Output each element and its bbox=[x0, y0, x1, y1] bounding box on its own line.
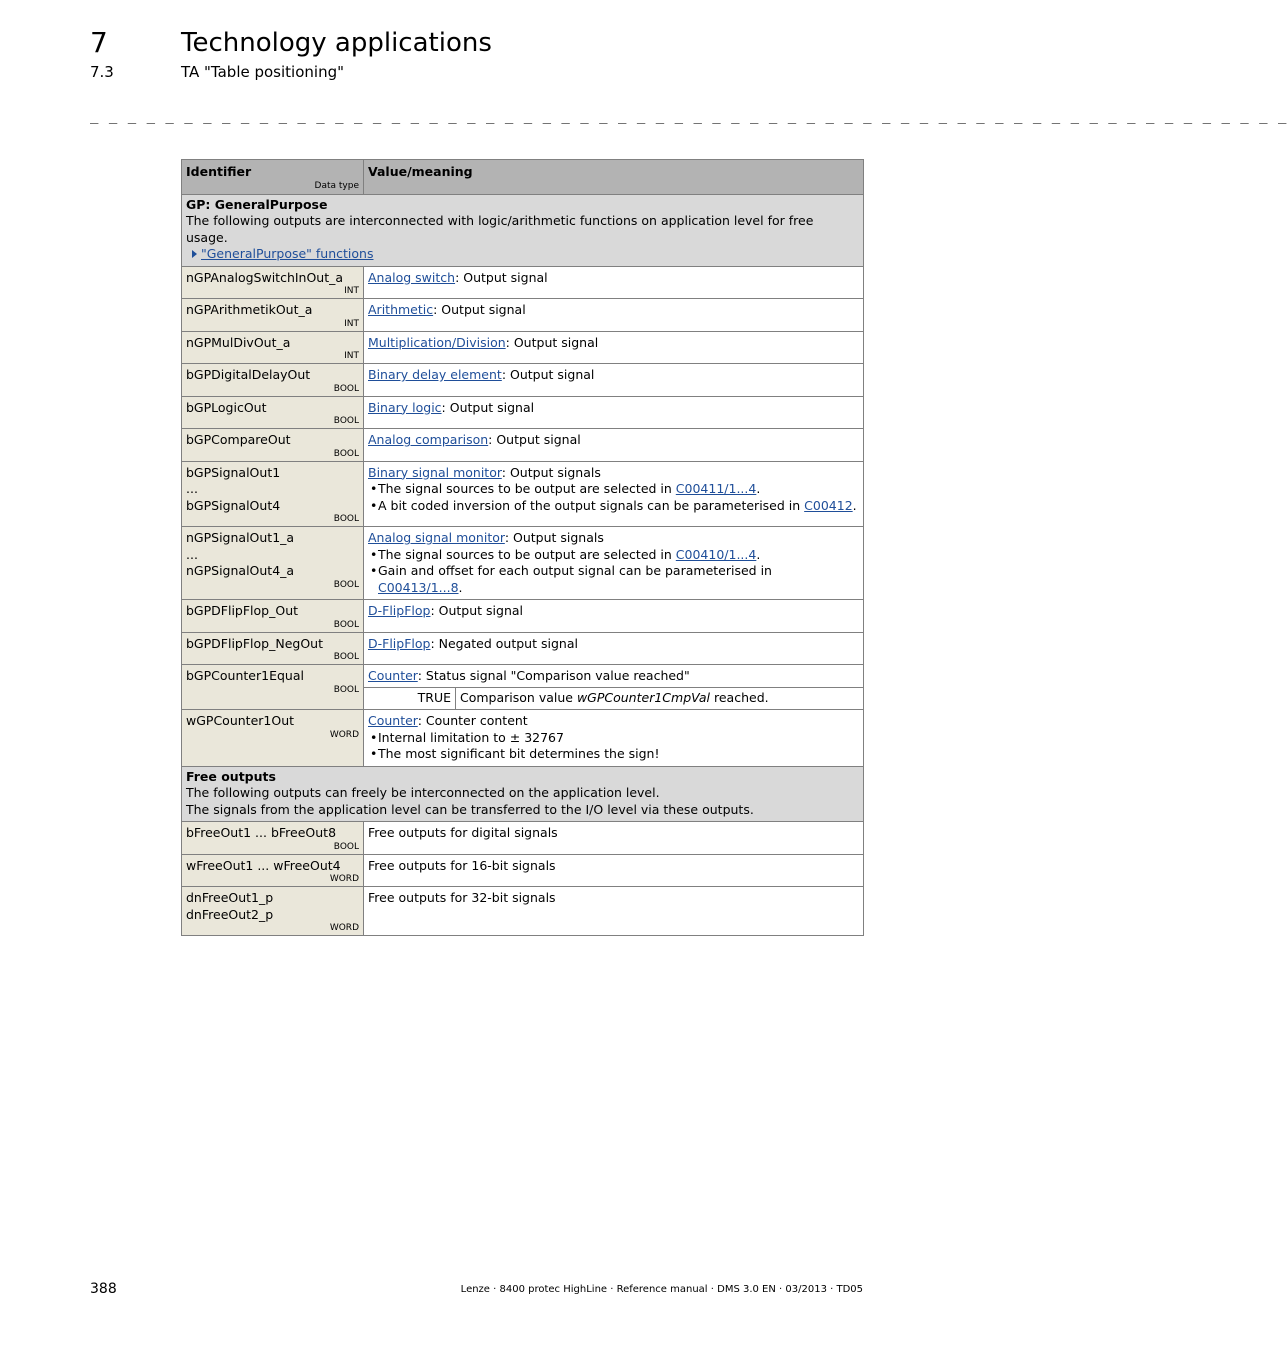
analog-comparison-link[interactable]: Analog comparison bbox=[368, 432, 489, 447]
value-text: : Output signal bbox=[501, 367, 595, 382]
value-cell bbox=[364, 364, 864, 397]
data-type: BOOL bbox=[333, 652, 359, 662]
identifier: bGPSignalOut1 bbox=[186, 464, 281, 480]
value-cell bbox=[364, 299, 864, 332]
value-text: : Negated output signal bbox=[430, 635, 578, 651]
identifier: bGPSignalOut4 bbox=[186, 497, 281, 513]
value-cell bbox=[364, 710, 864, 767]
data-type: INT bbox=[344, 286, 359, 296]
c00413-link[interactable]: C00413/1...8 bbox=[378, 579, 459, 595]
subtable-row bbox=[364, 687, 863, 709]
section-title: TA "Table positioning" bbox=[181, 63, 344, 81]
identifier-cell bbox=[182, 527, 364, 600]
c00411-link[interactable]: C00411/1...4 bbox=[675, 481, 757, 496]
identifier: dnFreeOut2_p bbox=[186, 906, 274, 922]
section-text-gp: The following outputs are interconnected with logic/arithmetic functions on application level for free usage. bbox=[186, 213, 814, 245]
bullet-end: . bbox=[756, 481, 761, 496]
d-flipflop-link[interactable]: D-FlipFlop bbox=[368, 635, 431, 651]
table-row bbox=[182, 266, 864, 299]
table-row bbox=[182, 299, 864, 332]
identifier-cell bbox=[182, 887, 364, 936]
value-text: : Output signals bbox=[501, 464, 601, 480]
list-item bbox=[368, 498, 859, 515]
identifier-cell bbox=[182, 461, 364, 527]
table-row bbox=[182, 331, 864, 364]
chapter-title: Technology applications bbox=[181, 28, 492, 58]
desc-variable: wGPCounter1CmpVal bbox=[576, 689, 711, 705]
identifier: nGPArithmetikOut_a bbox=[186, 302, 313, 317]
identifier-cell bbox=[182, 600, 364, 633]
identifier-header bbox=[182, 160, 364, 195]
bullet-text: A bit coded inversion of the output signals can be parameterised in bbox=[378, 497, 805, 513]
page-number: 388 bbox=[90, 1281, 117, 1297]
table-row bbox=[182, 854, 864, 887]
analog-signal-monitor-link[interactable]: Analog signal monitor bbox=[368, 530, 505, 545]
arithmetic-link[interactable]: Arithmetic bbox=[368, 302, 434, 317]
value-text: : Output signal bbox=[433, 302, 526, 317]
table-row bbox=[182, 527, 864, 600]
identifier: bGPCompareOut bbox=[186, 432, 291, 447]
identifier-cell bbox=[182, 710, 364, 767]
list-item bbox=[368, 547, 859, 564]
header-separator: _ _ _ _ _ _ _ _ _ _ _ _ _ _ _ _ _ _ _ _ _ _ _ _ _ _ _ _ _ _ _ _ _ _ _ _ _ _ _ _ _ _ _ _ _ _ _ _ _ _ _ _ _ _ _ _ _ _ _ _ _ _ _ _ bbox=[90, 108, 1287, 124]
value-cell bbox=[364, 429, 864, 462]
value-text: : Output signals bbox=[504, 530, 604, 545]
identifier-cell bbox=[182, 822, 364, 855]
analog-switch-link[interactable]: Analog switch bbox=[368, 269, 456, 285]
identifier: nGPAnalogSwitchInOut_a bbox=[186, 269, 344, 285]
section-row-generalpurpose bbox=[182, 194, 864, 266]
list-item bbox=[368, 563, 859, 596]
chapter-number: 7 bbox=[90, 26, 108, 59]
desc-pre: Comparison value bbox=[460, 689, 577, 705]
signal-table bbox=[181, 159, 864, 936]
value-header: Value/meaning bbox=[364, 160, 864, 195]
table-row bbox=[182, 710, 864, 767]
subtable-desc bbox=[456, 687, 864, 709]
value-cell: Free outputs for 16-bit signals bbox=[364, 854, 864, 887]
data-type: BOOL bbox=[333, 684, 359, 695]
section-cell bbox=[182, 194, 864, 266]
bullet-text: The signal sources to be output are selected in bbox=[378, 546, 676, 562]
identifier: nGPSignalOut4_a bbox=[186, 563, 295, 578]
gp-functions-link[interactable]: "GeneralPurpose" functions bbox=[201, 246, 374, 261]
section-title-gp: GP: GeneralPurpose bbox=[186, 196, 328, 212]
data-type: WORD bbox=[329, 923, 359, 933]
table-row bbox=[182, 822, 864, 855]
identifier-ellipsis: ... bbox=[186, 546, 198, 562]
value-cell bbox=[364, 600, 864, 633]
value-cell bbox=[364, 527, 864, 600]
identifier-cell bbox=[182, 299, 364, 332]
value-cell bbox=[364, 331, 864, 364]
table-row bbox=[182, 396, 864, 429]
data-type: BOOL bbox=[333, 619, 359, 630]
datatype-label: Data type bbox=[314, 180, 359, 191]
gp-link-line bbox=[186, 246, 859, 263]
data-type: BOOL bbox=[333, 841, 359, 852]
value-subtable bbox=[364, 687, 863, 710]
bullet-end: . bbox=[458, 579, 463, 595]
data-type: BOOL bbox=[333, 448, 359, 459]
value-text: : Output signal bbox=[488, 432, 581, 447]
bullet-end: . bbox=[852, 497, 857, 513]
identifier-cell bbox=[182, 266, 364, 299]
identifier-ellipsis: ... bbox=[186, 481, 198, 496]
table-row bbox=[182, 429, 864, 462]
table-row bbox=[182, 364, 864, 397]
value-cell: Free outputs for digital signals bbox=[364, 822, 864, 855]
identifier: wGPCounter1Out bbox=[186, 713, 295, 728]
binary-logic-link[interactable]: Binary logic bbox=[368, 399, 442, 415]
data-type: BOOL bbox=[333, 579, 359, 590]
data-type: WORD bbox=[329, 874, 359, 884]
table-row bbox=[182, 461, 864, 527]
value-cell: Free outputs for 32-bit signals bbox=[364, 887, 864, 936]
list-item: • The most significant bit determines the sign! bbox=[368, 746, 859, 763]
identifier-cell bbox=[182, 396, 364, 429]
identifier: bGPCounter1Equal bbox=[186, 668, 304, 683]
value-cell bbox=[364, 266, 864, 299]
binary-delay-link[interactable]: Binary delay element bbox=[368, 367, 502, 382]
identifier: bGPDFlipFlop_NegOut bbox=[186, 635, 323, 651]
bullet-text: The signal sources to be output are selected in bbox=[378, 481, 676, 496]
table-row bbox=[182, 632, 864, 665]
section-number: 7.3 bbox=[90, 63, 114, 81]
section-row-free-outputs bbox=[182, 766, 864, 822]
muldiv-link[interactable]: Multiplication/Division bbox=[368, 334, 506, 350]
identifier-label: Identifier bbox=[186, 164, 252, 179]
counter-link[interactable]: Counter bbox=[368, 713, 418, 728]
table-row bbox=[182, 665, 864, 710]
identifier: nGPMulDivOut_a bbox=[186, 334, 291, 350]
binary-signal-monitor-link[interactable]: Binary signal monitor bbox=[368, 464, 502, 480]
identifier-cell bbox=[182, 854, 364, 887]
identifier-cell bbox=[182, 331, 364, 364]
value-text: : Output signal bbox=[505, 334, 599, 350]
value-text: : Output signal bbox=[441, 399, 535, 415]
d-flipflop-link[interactable]: D-FlipFlop bbox=[368, 603, 431, 618]
table-row bbox=[182, 887, 864, 936]
bullet-text: Gain and offset for each output signal can be parameterised in bbox=[378, 563, 772, 578]
value-text: : Counter content bbox=[417, 713, 528, 728]
identifier-cell bbox=[182, 364, 364, 397]
identifier-cell bbox=[182, 665, 364, 710]
bullet-end: . bbox=[756, 546, 761, 562]
data-type: BOOL bbox=[333, 416, 359, 426]
data-type: INT bbox=[344, 318, 359, 329]
table-row bbox=[182, 600, 864, 633]
value-text: : Status signal "Comparison value reached" bbox=[417, 668, 690, 683]
identifier: bGPDigitalDelayOut bbox=[186, 367, 311, 382]
list-item: • Internal limitation to ± 32767 bbox=[368, 730, 859, 747]
section-cell bbox=[182, 766, 864, 822]
value-cell bbox=[364, 396, 864, 429]
list-item bbox=[368, 481, 859, 498]
value-cell bbox=[364, 665, 864, 710]
identifier-cell bbox=[182, 429, 364, 462]
data-type: WORD bbox=[329, 729, 359, 740]
identifier: dnFreeOut1_p bbox=[186, 890, 274, 905]
identifier: bFreeOut1 ... bFreeOut8 bbox=[186, 825, 337, 840]
identifier: wFreeOut1 ... wFreeOut4 bbox=[186, 857, 341, 873]
footer-text: Lenze · 8400 protec HighLine · Reference manual · DMS 3.0 EN · 03/2013 · TD05 bbox=[460, 1284, 863, 1295]
table-header bbox=[182, 160, 864, 195]
desc-post: reached. bbox=[710, 689, 769, 705]
identifier: nGPSignalOut1_a bbox=[186, 530, 295, 545]
data-type: BOOL bbox=[333, 383, 359, 394]
section-title-free: Free outputs bbox=[186, 768, 276, 784]
counter-link[interactable]: Counter bbox=[368, 668, 418, 683]
c00410-link[interactable]: C00410/1...4 bbox=[675, 546, 757, 562]
identifier: bGPDFlipFlop_Out bbox=[186, 603, 299, 618]
section-text-free: The following outputs can freely be interconnected on the application level. bbox=[186, 785, 660, 800]
arrow-right-icon bbox=[192, 250, 197, 258]
value-text: : Output signal bbox=[455, 269, 548, 285]
value-cell bbox=[364, 632, 864, 665]
c00412-link[interactable]: C00412 bbox=[804, 497, 853, 513]
section-text-free: The signals from the application level can be transferred to the I/O level via these outputs. bbox=[186, 801, 754, 817]
data-type: INT bbox=[344, 351, 359, 361]
identifier: bGPLogicOut bbox=[186, 399, 267, 415]
subtable-key: TRUE bbox=[364, 687, 456, 709]
identifier-cell bbox=[182, 632, 364, 665]
data-type: BOOL bbox=[333, 514, 359, 524]
value-cell bbox=[364, 461, 864, 527]
value-text: : Output signal bbox=[430, 603, 524, 618]
